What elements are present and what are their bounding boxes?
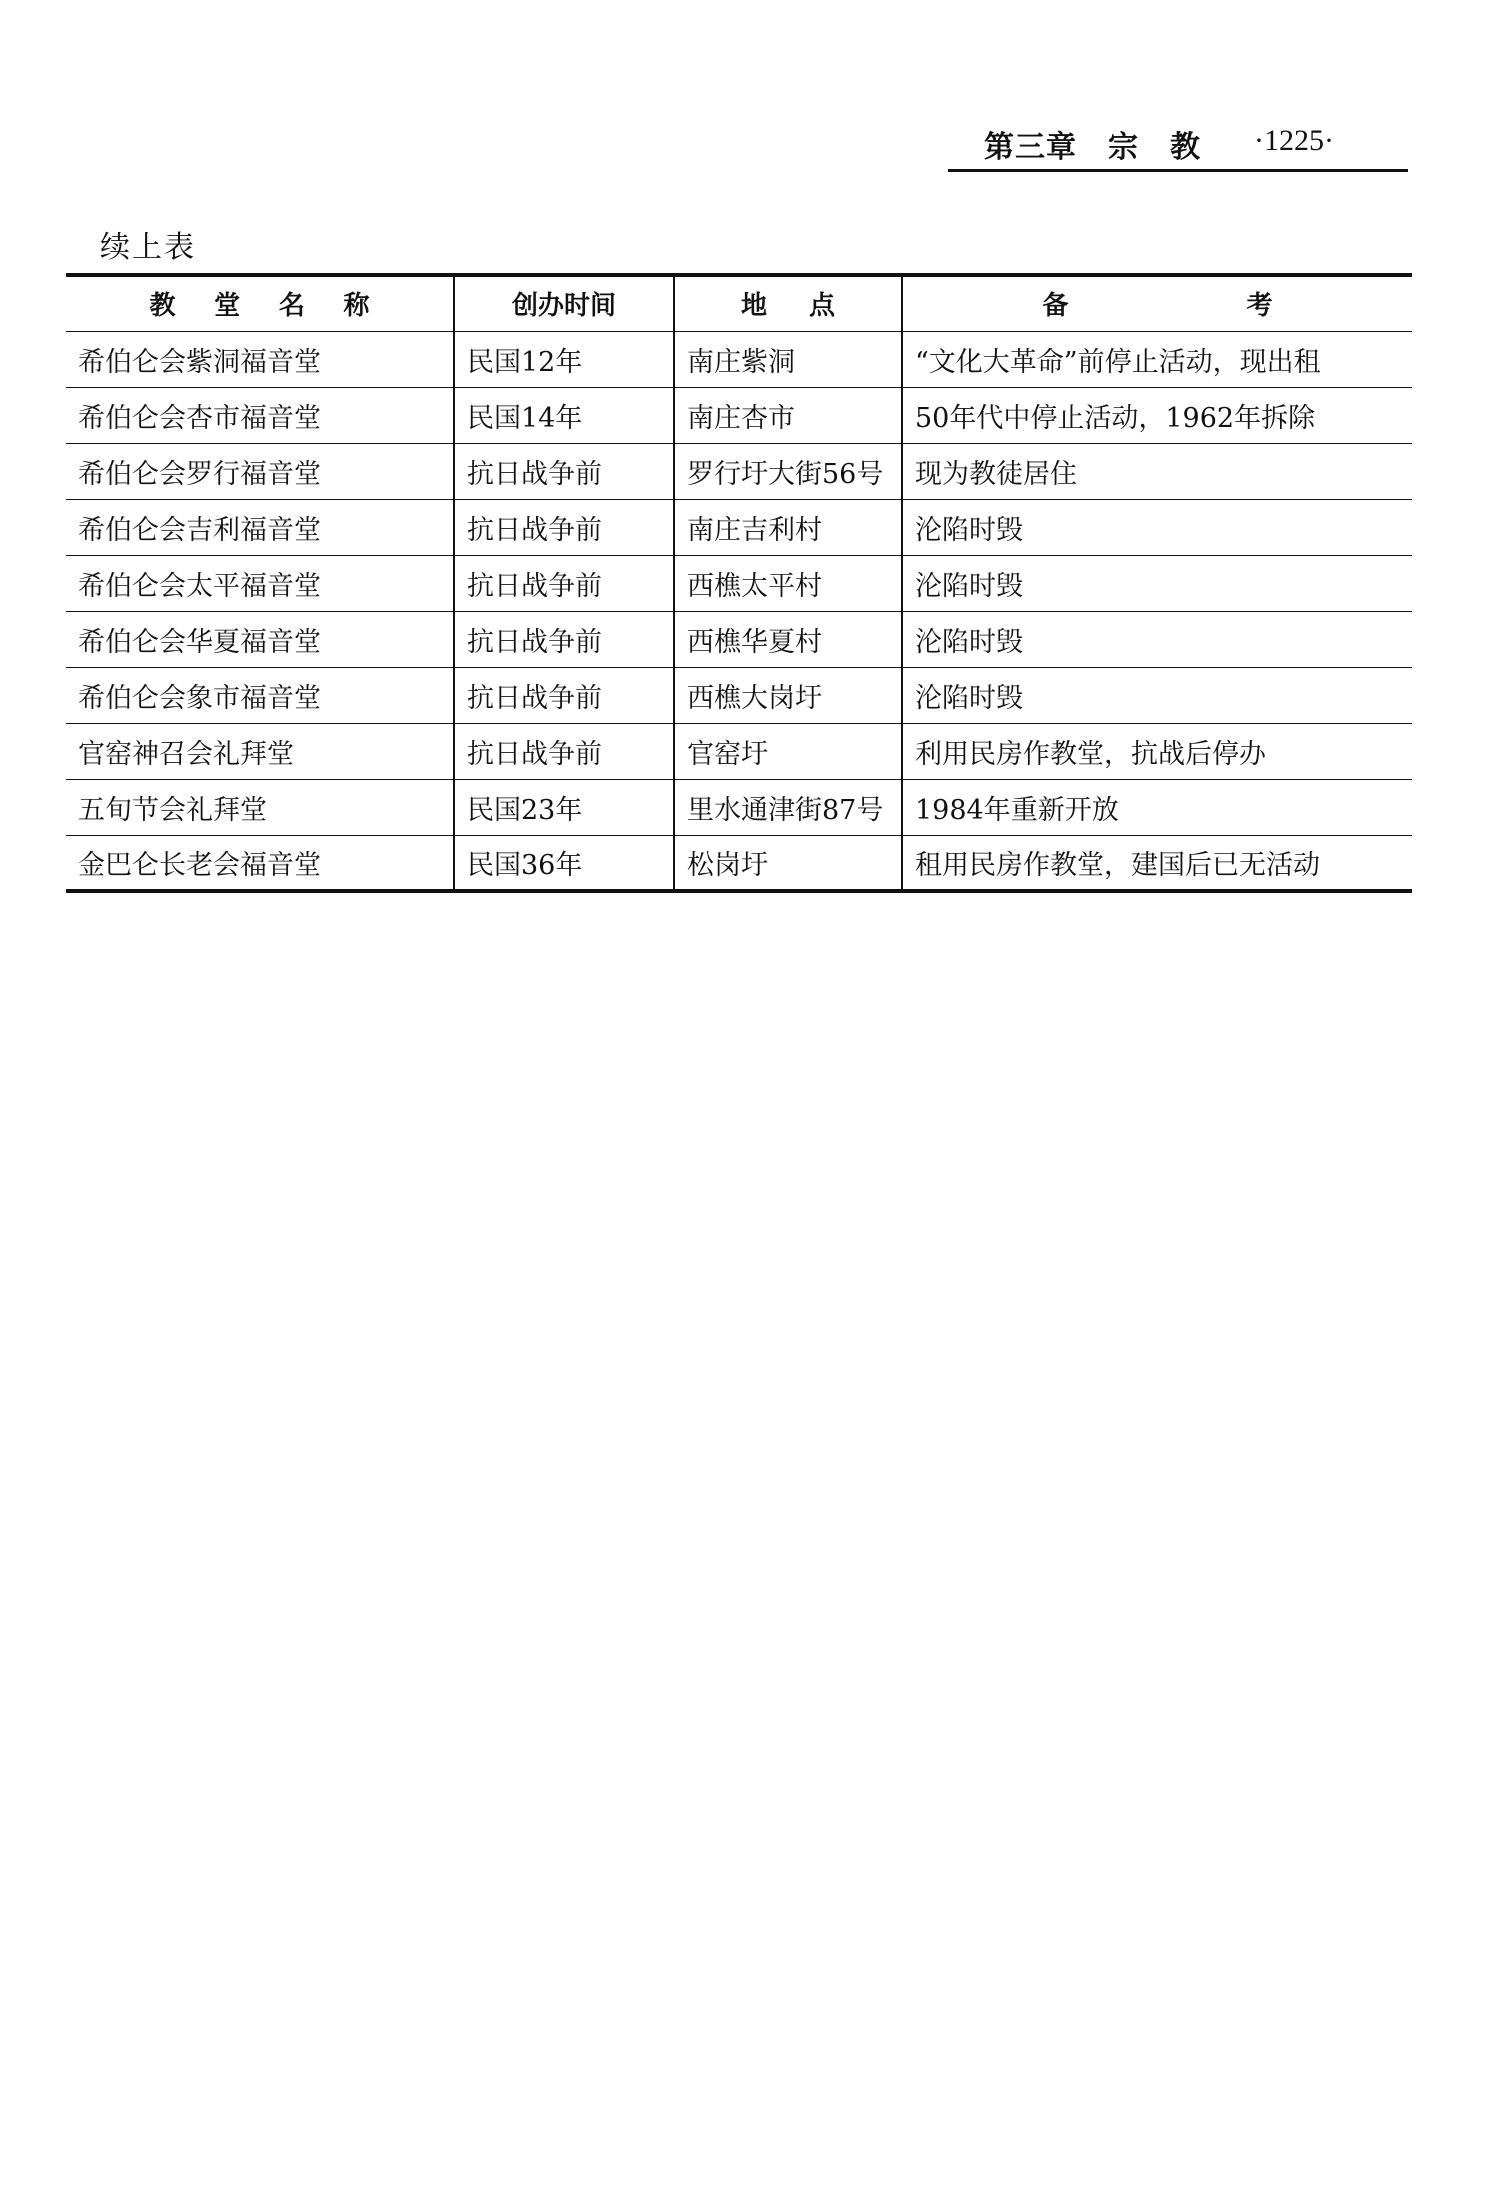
cell-name: 希伯仑会华夏福音堂 [66,611,454,667]
running-header [948,120,1408,172]
column-header-founded [454,275,674,331]
cell-name: 希伯仑会紫洞福音堂 [66,331,454,387]
table-caption: 续上表 [100,230,196,265]
cell-location: 南庄杏市 [674,387,902,443]
cell-name: 希伯仑会太平福音堂 [66,555,454,611]
cell-location: 罗行圩大街56号 [674,443,902,499]
cell-name: 官窑神召会礼拜堂 [66,723,454,779]
header-char: 称 [343,291,370,322]
cell-remarks: 沦陷时毁 [902,499,1412,555]
cell-location: 西樵太平村 [674,555,902,611]
cell-remarks: 沦陷时毁 [902,555,1412,611]
cell-location: 西樵大岗圩 [674,667,902,723]
cell-remarks: 1984年重新开放 [902,779,1412,835]
cell-name: 希伯仑会罗行福音堂 [66,443,454,499]
cell-remarks: 沦陷时毁 [902,667,1412,723]
column-header-location [674,275,902,331]
cell-name: 希伯仑会象市福音堂 [66,667,454,723]
chapter-title: 第三章 宗 教 [984,130,1201,165]
header-text: 创办时间 [511,291,616,322]
cell-founded: 抗日战争前 [454,443,674,499]
cell-founded: 民国14年 [454,387,674,443]
cell-founded: 抗日战争前 [454,555,674,611]
header-char: 点 [808,291,835,322]
table-row [66,387,1412,443]
table-row [66,667,1412,723]
cell-remarks: “文化大革命”前停止活动，现出租 [902,331,1412,387]
header-char: 堂 [214,291,241,322]
table-row [66,443,1412,499]
cell-founded: 抗日战争前 [454,611,674,667]
cell-location: 里水通津街87号 [674,779,902,835]
cell-location: 南庄吉利村 [674,499,902,555]
table-header-row [66,275,1412,331]
church-table [66,273,1412,893]
column-header-remarks [902,275,1412,331]
header-char: 教 [149,291,176,322]
cell-location: 松岗圩 [674,835,902,891]
table-row [66,835,1412,891]
table-row [66,331,1412,387]
column-header-name [66,275,454,331]
cell-founded: 抗日战争前 [454,499,674,555]
cell-location: 西樵华夏村 [674,611,902,667]
cell-founded: 抗日战争前 [454,723,674,779]
cell-name: 五旬节会礼拜堂 [66,779,454,835]
cell-name: 希伯仑会吉利福音堂 [66,499,454,555]
cell-founded: 民国23年 [454,779,674,835]
table-row [66,555,1412,611]
page-number: ·1225· [1254,124,1334,157]
cell-location: 南庄紫洞 [674,331,902,387]
header-char: 名 [278,291,305,322]
table-row [66,779,1412,835]
cell-founded: 抗日战争前 [454,667,674,723]
cell-location: 官窑圩 [674,723,902,779]
table-row [66,611,1412,667]
cell-remarks: 50年代中停止活动，1962年拆除 [902,387,1412,443]
header-char: 地 [741,291,768,322]
cell-remarks: 租用民房作教堂，建国后已无活动 [915,849,1320,881]
table-row [66,499,1412,555]
cell-remarks: 利用民房作教堂，抗战后停办 [902,723,1412,779]
cell-remarks: 沦陷时毁 [902,611,1412,667]
cell-name: 金巴仑长老会福音堂 [66,835,454,891]
header-char: 考 [1246,291,1273,322]
cell-remarks: 现为教徒居住 [902,443,1412,499]
cell-founded: 民国36年 [454,835,674,891]
cell-founded: 民国12年 [454,331,674,387]
header-char: 备 [1042,291,1069,322]
cell-name: 希伯仑会杏市福音堂 [66,387,454,443]
table-row [66,723,1412,779]
